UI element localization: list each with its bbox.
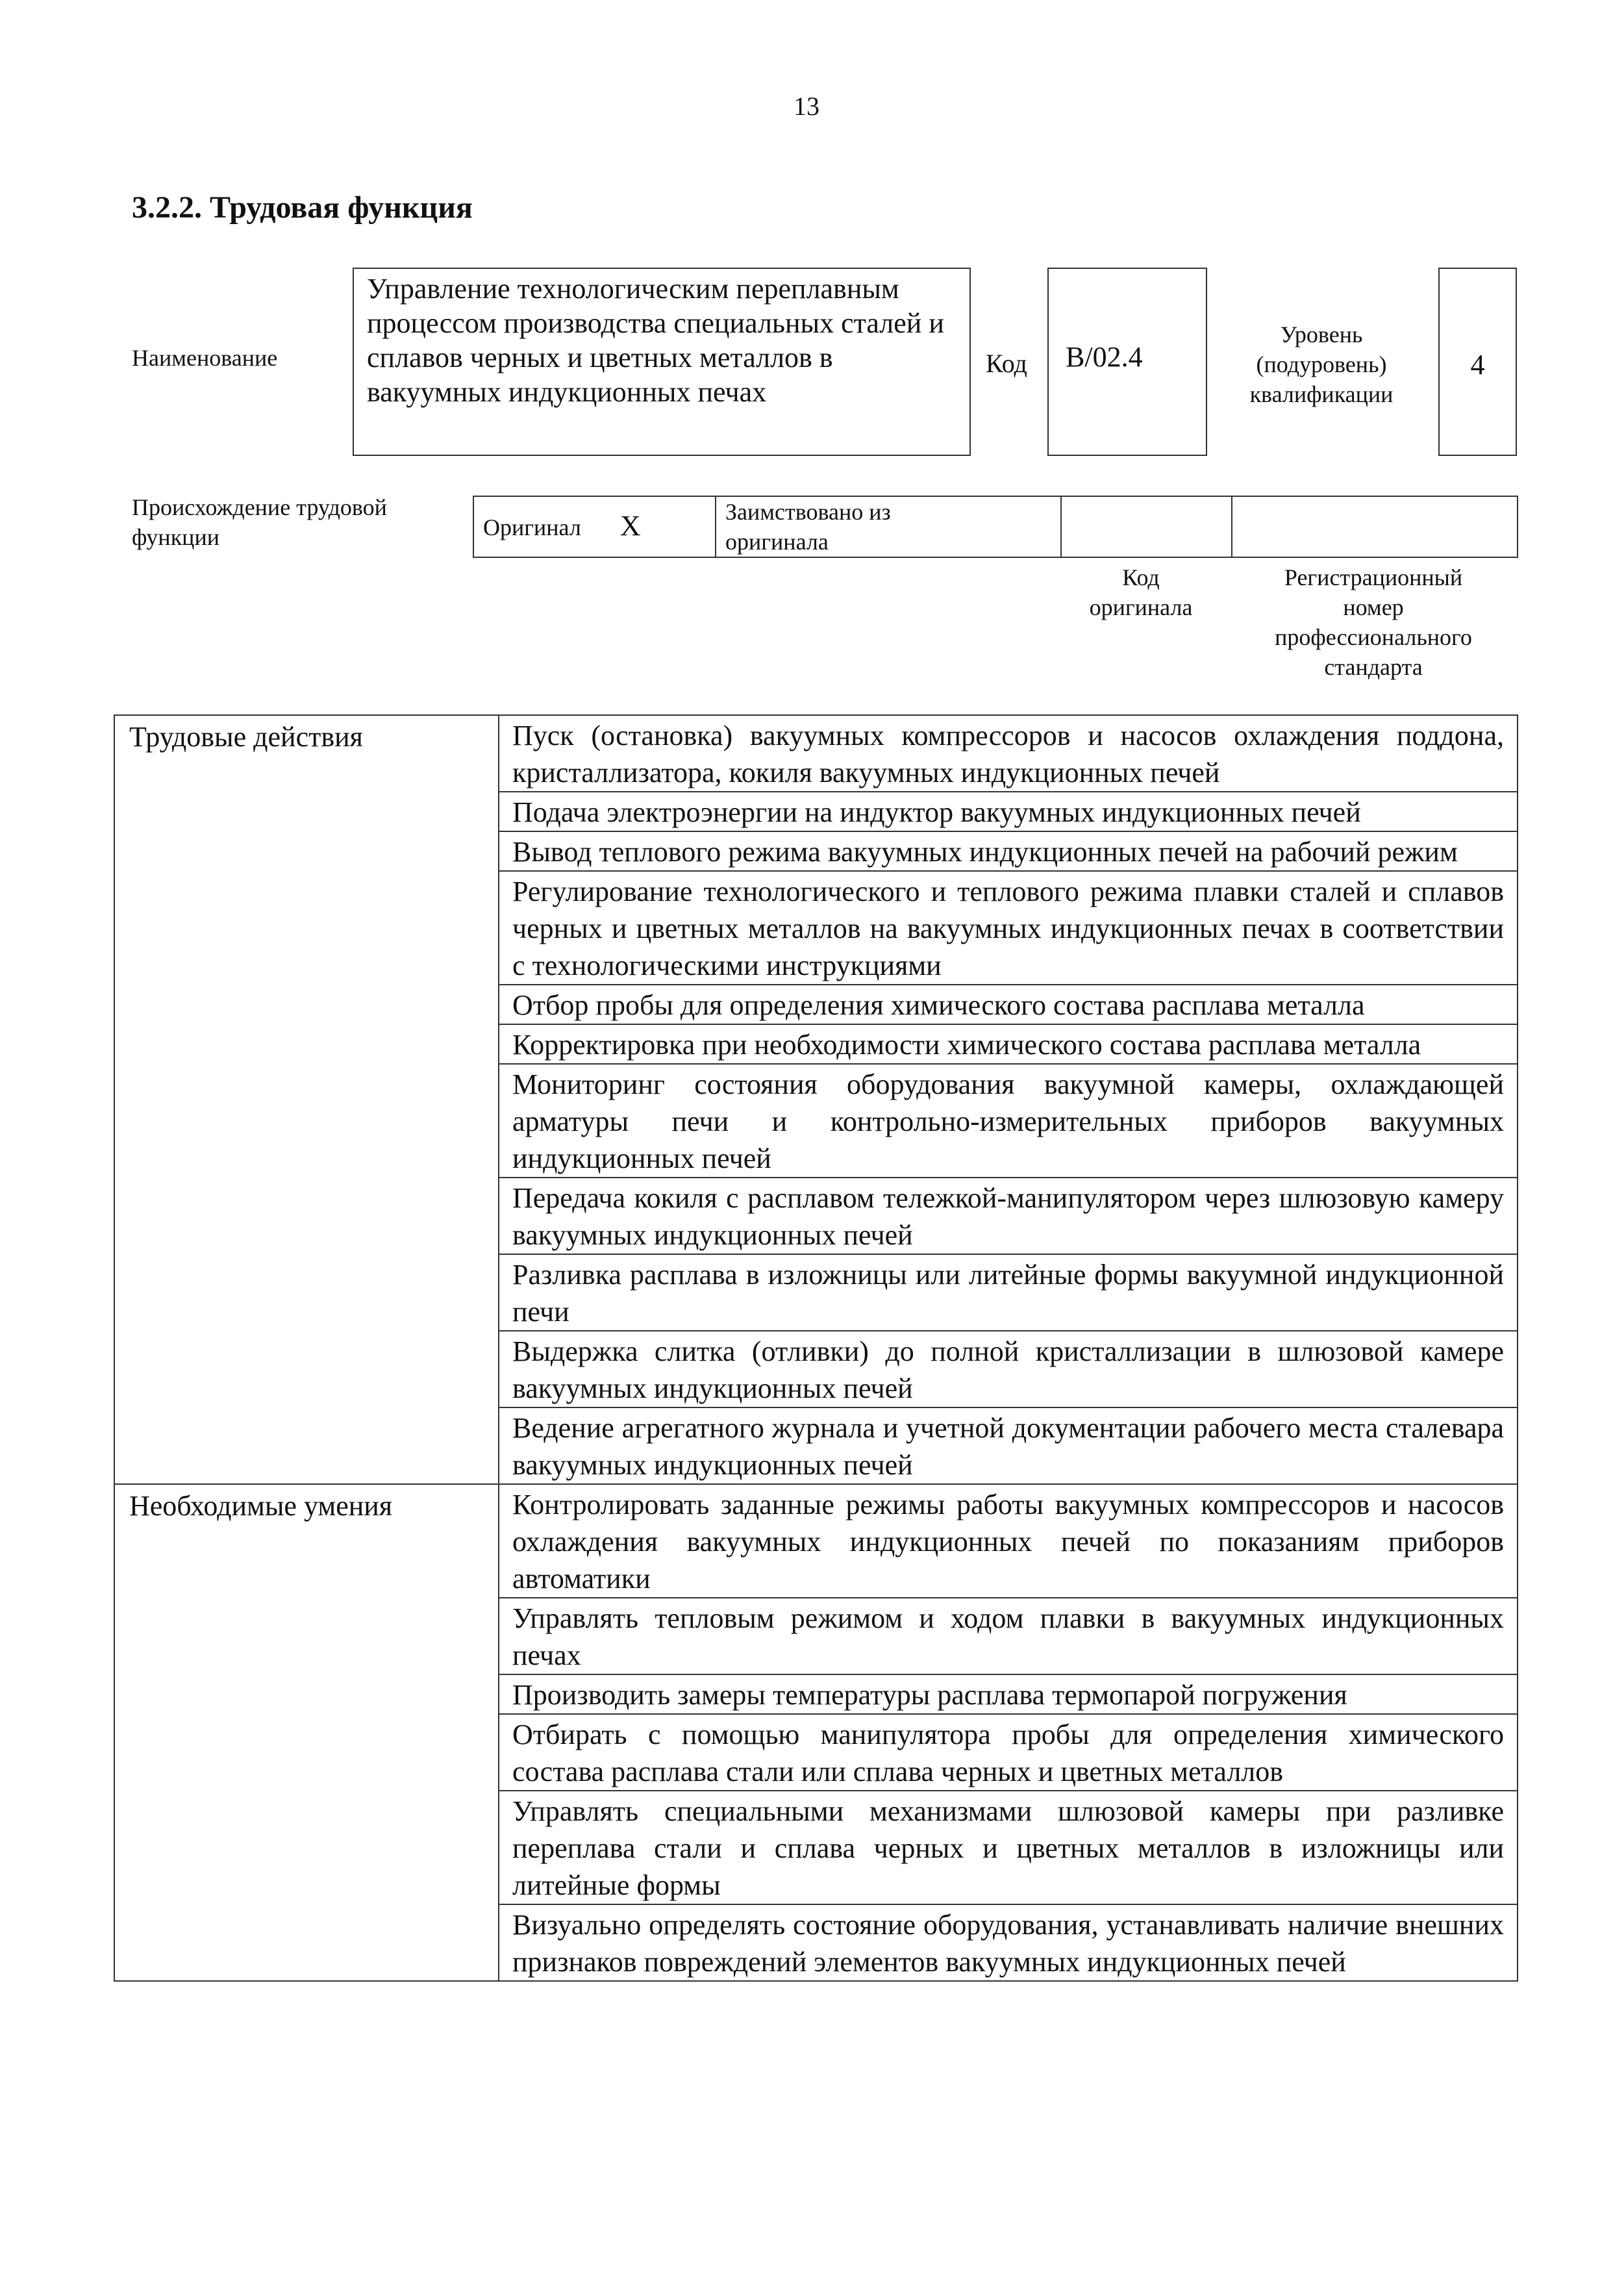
caption-line: оригинала — [1089, 594, 1193, 620]
registration-number-caption — [1227, 562, 1519, 682]
skill-item: Управлять тепловым режимом и ходом плавки в вакуумных индукционных печах — [499, 1598, 1518, 1674]
skill-item: Управлять специальными механизмами шлюзовой камеры при разливке переплава стали и сплава черных и цветных металлов в изложницы или литейные формы — [499, 1791, 1518, 1904]
registration-number-cell — [1232, 496, 1518, 557]
code-label: Код — [986, 349, 1027, 378]
original-cell — [473, 496, 716, 557]
skill-item: Производить замеры температуры расплава термопарой погружения — [499, 1674, 1518, 1714]
labor-action-item: Ведение агрегатного журнала и учетной документации рабочего места сталевара вакуумных индукционных печей — [499, 1407, 1518, 1484]
skill-item: Визуально определять состояние оборудования, устанавливать наличие внешних признаков повреждений элементов вакуумных индукционных печей — [499, 1904, 1518, 1981]
origin-code-caption — [1060, 562, 1222, 622]
borrowed-cell — [716, 496, 1061, 557]
labor-action-item: Подача электроэнергии на индуктор вакуумных индукционных печей — [499, 792, 1518, 831]
labor-action-item: Корректировка при необходимости химического состава расплава металла — [499, 1024, 1518, 1064]
skill-item: Отбирать с помощью манипулятора пробы для определения химического состава расплава стали или сплава черных и цветных металлов — [499, 1714, 1518, 1791]
labor-actions-label: Трудовые действия — [114, 715, 499, 1484]
caption-line: стандарта — [1324, 654, 1423, 680]
labor-action-item: Мониторинг состояния оборудования вакуумной камеры, охлаждающей арматуры печи и контрольно-измерительных приборов вакуумных индукционных печей — [499, 1064, 1518, 1178]
skills-label: Необходимые умения — [114, 1484, 499, 1981]
table-row — [114, 715, 1518, 792]
caption-line: номер — [1343, 594, 1404, 620]
caption-line: профессионального — [1275, 624, 1472, 650]
labor-action-item: Вывод теплового режима вакуумных индукционных печей на рабочий режим — [499, 831, 1518, 871]
skill-item: Контролировать заданные режимы работы вакуумных компрессоров и насосов охлаждения вакуумных индукционных печей по показаниям приборов автоматики — [499, 1484, 1518, 1598]
section-title: 3.2.2. Трудовая функция — [132, 190, 473, 225]
name-label: Наименование — [132, 345, 278, 371]
labor-action-item: Выдержка слитка (отливки) до полной кристаллизации в шлюзовой камере вакуумных индукционных печей — [499, 1331, 1518, 1407]
origin-code-cell — [1061, 496, 1232, 557]
origin-label-line: Происхождение трудовой — [132, 494, 387, 520]
caption-line: Код — [1122, 564, 1160, 590]
code-value: В/02.4 — [1047, 268, 1207, 456]
origin-table — [473, 496, 1518, 558]
level-label-line: Уровень — [1280, 322, 1363, 347]
original-mark: X — [619, 510, 641, 542]
caption-line: Регистрационный — [1284, 564, 1463, 590]
origin-label-line: функции — [132, 524, 219, 550]
labor-action-item: Отбор пробы для определения химического состава расплава металла — [499, 985, 1518, 1024]
level-label-line: (подуровень) — [1256, 351, 1387, 377]
borrowed-label-line: Заимствовано из — [725, 499, 891, 525]
level-label — [1221, 320, 1422, 409]
labor-action-item: Регулирование технологического и теплового режима плавки сталей и сплавов черных и цветных металлов на вакуумных индукционных печах в соответствии с технологическими инструкциями — [499, 871, 1518, 985]
level-label-line: квалификации — [1249, 381, 1394, 407]
level-value: 4 — [1438, 268, 1517, 456]
labor-action-item: Разливка расплава в изложницы или литейные формы вакуумной индукционной печи — [499, 1254, 1518, 1331]
name-value: Управление технологическим переплавным процессом производства специальных сталей и сплавов черных и цветных металлов в вакуумных индукционных печах — [353, 268, 971, 456]
table-row — [114, 1484, 1518, 1598]
origin-label — [132, 492, 387, 552]
borrowed-label-line: оригинала — [725, 529, 829, 555]
labor-action-item: Пуск (остановка) вакуумных компрессоров и насосов охлаждения поддона, кристаллизатора, кокиля вакуумных индукционных печей — [499, 715, 1518, 792]
page-number: 13 — [794, 92, 819, 121]
function-details-table — [114, 714, 1518, 1982]
labor-action-item: Передача кокиля с расплавом тележкой-манипулятором через шлюзовую камеру вакуумных индукционных печей — [499, 1178, 1518, 1254]
original-label: Оригинал — [483, 514, 581, 540]
